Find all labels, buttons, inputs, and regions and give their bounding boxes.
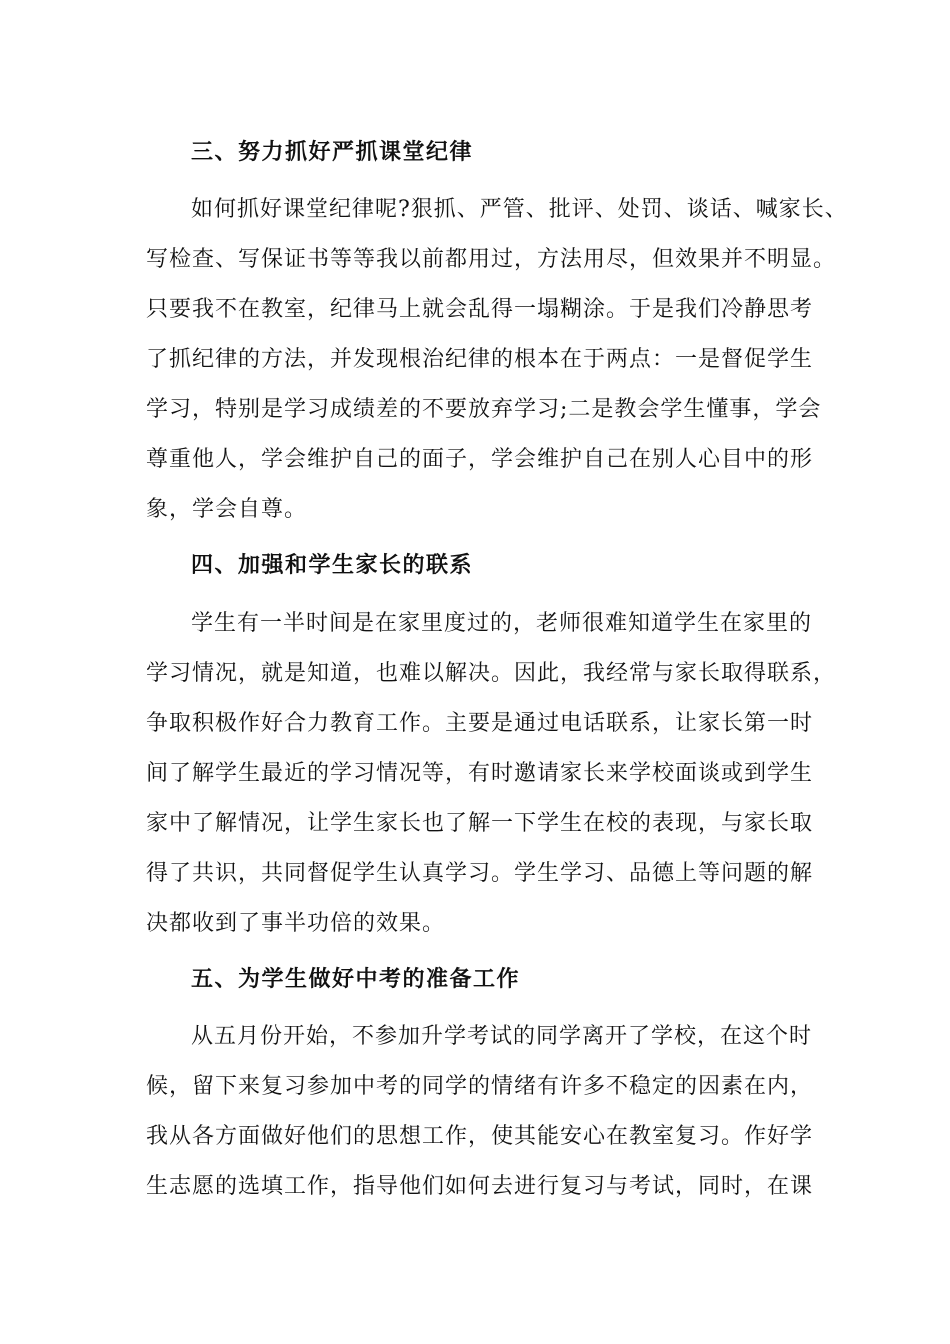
- paragraph-line: 尊重他人，学会维护自己的面子，学会维护自己在别人心目中的形: [146, 447, 814, 472]
- section-heading-4: 四、加强和学生家长的联系: [191, 552, 474, 578]
- paragraph-line: 学生有一半时间是在家里度过的，老师很难知道学生在家里的: [191, 611, 813, 636]
- paragraph-line: 学习情况，就是知道，也难以解决。因此，我经常与家长取得联系，: [146, 661, 837, 686]
- paragraph-line: 候，留下来复习参加中考的同学的情绪有许多不稳定的因素在内，: [146, 1074, 814, 1099]
- section-heading-5: 五、为学生做好中考的准备工作: [191, 966, 521, 992]
- paragraph-line: 学习，特别是学习成绩差的不要放弃学习;二是教会学生懂事，学会: [146, 397, 822, 422]
- paragraph-line: 只要我不在教室，纪律马上就会乱得一塌糊涂。于是我们冷静思考: [146, 297, 814, 322]
- section-heading-3: 三、努力抓好严抓课堂纪律: [191, 139, 474, 165]
- paragraph-line: 如何抓好课堂纪律呢?狠抓、严管、批评、处罚、谈话、喊家长、: [191, 197, 848, 222]
- paragraph-line: 我从各方面做好他们的思想工作，使其能安心在教室复习。作好学: [146, 1124, 814, 1149]
- paragraph-line: 得了共识，共同督促学生认真学习。学生学习、品德上等问题的解: [146, 861, 814, 886]
- paragraph-line: 家中了解情况，让学生家长也了解一下学生在校的表现，与家长取: [146, 811, 814, 836]
- paragraph-line: 决都收到了事半功倍的效果。: [146, 911, 446, 936]
- paragraph-line: 生志愿的选填工作，指导他们如何去进行复习与考试，同时，在课: [146, 1174, 814, 1199]
- paragraph-line: 了抓纪律的方法，并发现根治纪律的根本在于两点：一是督促学生: [146, 347, 814, 372]
- paragraph-line: 从五月份开始，不参加升学考试的同学离开了学校，在这个时: [191, 1024, 813, 1049]
- paragraph-line: 间了解学生最近的学习情况等，有时邀请家长来学校面谈或到学生: [146, 761, 814, 786]
- paragraph-line: 象，学会自尊。: [146, 497, 308, 522]
- paragraph-line: 写检查、写保证书等等我以前都用过，方法用尽，但效果并不明显。: [146, 247, 837, 272]
- paragraph-line: 争取积极作好合力教育工作。主要是通过电话联系，让家长第一时: [146, 711, 814, 736]
